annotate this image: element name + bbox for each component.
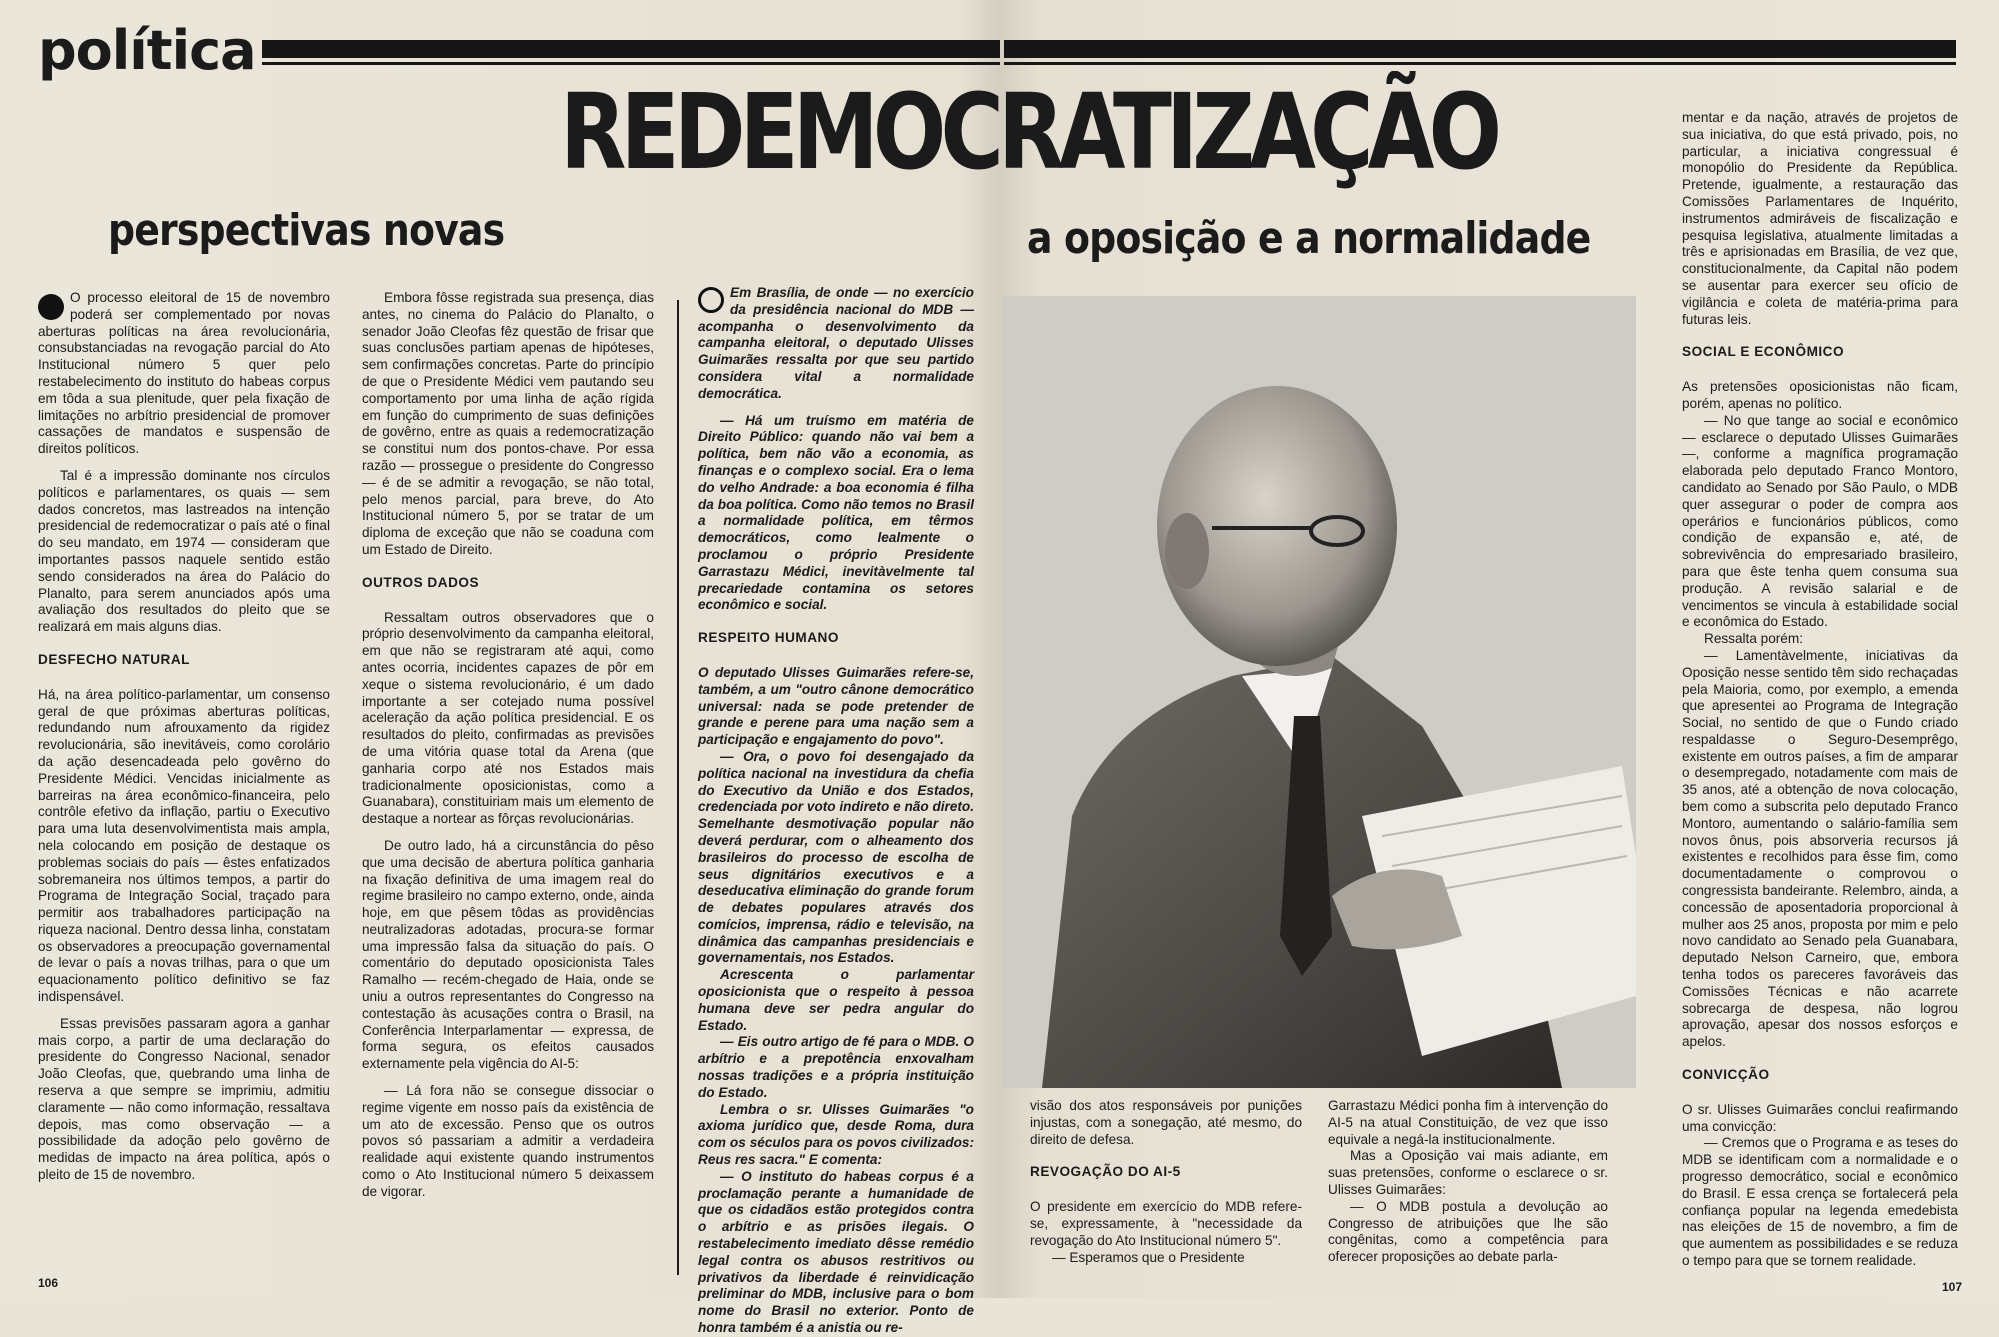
header-rule-left-thin	[262, 62, 1000, 65]
paragraph: Embora fôsse registrada sua presença, dias antes, no cinema do Palácio do Planalto, o senador João Cleofas fêz questão de frisar que suas conclusões partiam apenas de hipóteses, sem confirmações concretas. Parte do princípio de que o Presidente Médici vem pautando seu comportamento por uma linha de ação rígida em função do cumprimento de suas definições de govêrno, entre as quais a redemocratização se constitui num dos pontos-chave. Por essa razão — prossegue o presidente do Congresso — é de se admitir a revogação, se não total, pelo menos parcial, para breve, do Ato Institucional número 5, por se tratar de um diploma de exceção que não se coaduna com um Estado de Direito.	[362, 290, 654, 557]
paragraph: Essas previsões passaram agora a ganhar mais corpo, a partir de uma declaração do presidente do Congresso Nacional, senador João Cleofas, que, quebrando uma linha de reserva a que sempre se imprimiu, admitiu claramente — não como informação, ressaltava depois, mas como observação — a possibilidade da adoção pelo govêrno de medidas de impacto na área política, após o pleito de 15 de novembro.	[38, 1015, 330, 1183]
paragraph: O sr. Ulisses Guimarães conclui reafirmando uma convicção:	[1682, 1101, 1958, 1134]
bullet-dot-icon	[38, 294, 64, 320]
paragraph: — Ora, o povo foi desengajado da política nacional na investidura da chefia do Executivo da União e dos Estados, credenciada por voto indireto e não direto. Semelhante desmotivação popular não deverá perdurar, com o alheamento dos brasileiros do processo de escolha de seus dignitários executivos e a deseducativa eliminação do grande forum de debates populares através dos comícios, imprensa, rádio e televisão, na dinâmica das campanhas presidenciais e governamentais, nos Estados.	[698, 748, 974, 966]
paragraph: Garrastazu Médici ponha fim à intervenção do AI-5 na atual Constituição, de vez que isso equivale a negá-la institucionalmente.	[1328, 1098, 1608, 1147]
paragraph: Mas a Oposição vai mais adiante, em suas pretensões, conforme o esclarece o sr. Ulisses Guimarães:	[1328, 1148, 1608, 1197]
paragraph: Em Brasília, de onde — no exercício da presidência nacional do MDB — acompanha o desenvolvimento da campanha eleitoral, o deputado Ulisses Guimarães ressalta por que seu partido considera vital a normalidade democrática.	[698, 285, 974, 401]
paragraph: — Lamentàvelmente, iniciativas da Oposição nesse sentido têm sido rechaçadas pela Maioria, como, por exemplo, a emenda que apresentei ao Programa de Integração Social, no sentido de que o Fundo criado respaldasse o Seguro-Desemprêgo, existente em outros países, a fim de amparar o desempregado, notadamente com mais de 35 anos, até a obtenção de nova colocação, bem como a subscrita pelo deputado Franco Montoro, aumentando o salário-família sem novos ônus, pois absorveria recursos já existentes e recolhidos para êsse fim, como documentadamente o comprovou o congressista bandeirante. Relembro, ainda, a concessão de aposentadoria proporcional à mulher aos 25 anos, proposta por mim e pelo novo candidato ao Senado pela Guanabara, deputado Nelson Carneiro, que, embora tenha todos os pareceres favoráveis das Comissões Técnicas e não acarrete sobrecarga de despesa, não logrou aprovação, apesar dos nossos esforços e apelos.	[1682, 647, 1958, 1050]
paragraph: As pretensões oposicionistas não ficam, porém, apenas no político.	[1682, 379, 1958, 411]
left-subtitle: perspectivas novas	[108, 205, 505, 256]
portrait-photo	[1002, 296, 1636, 1088]
page-number-left: 106	[38, 1276, 59, 1290]
left-column-2	[362, 290, 654, 1275]
paragraph: mentar e da nação, através de projetos de sua iniciativa, do que está privado, pois, no particular, a iniciativa congressual é monopólio do Presidente da República. Pretende, igualmente, a restauração das Comissões Parlamentares de Inquérito, instrumentos admiráveis de fiscalização e pesquisa legislativa, atualmente limitadas a três e aprisionadas em Brasília, de vez que, constitucionalmente, da Capital não podem se ausentar para exercer seu ofício de vigilância e coleta de matéria-prima para futuras leis.	[1682, 110, 1958, 327]
right-column-3	[698, 285, 974, 1336]
right-column-5	[1328, 1098, 1608, 1283]
paragraph: Acrescenta o parlamentar oposicionista que o respeito à pessoa humana deve ser pedra angular do Estado.	[698, 967, 974, 1033]
paragraph: Lembra o sr. Ulisses Guimarães "o axioma jurídico que, desde Roma, dura com os séculos para os povos civilizados: Reus res sacra." E comenta:	[698, 1101, 974, 1168]
subhead-revogacao: REVOGAÇÃO DO AI-5	[1030, 1164, 1181, 1180]
subhead-respeito: RESPEITO HUMANO	[698, 630, 839, 646]
left-column-1	[38, 290, 330, 1275]
header-rule-left	[262, 40, 1000, 58]
header-rule-right	[1004, 40, 1956, 58]
paragraph: — Esperamos que o Presidente	[1052, 1249, 1245, 1265]
column-divider	[677, 300, 679, 1275]
subhead-desfecho: DESFECHO NATURAL	[38, 651, 190, 667]
paragraph: visão dos atos responsáveis por punições injustas, com a sonegação, até mesmo, do direito de defesa.	[1030, 1098, 1302, 1147]
paragraph: — Há um truísmo em matéria de Direito Público: quando não vai bem a política, bem não vão a economia, as finanças e o complexo social. Era o lema do velho Andrade: a boa economia é filha da boa política. Como não temos no Brasil a normalidade política, em têrmos democráticos, como lealmente o proclamou o próprio Presidente Garrastazu Médici, inevitàvelmente tal precariedade contamina os setores econômico e social.	[698, 412, 974, 613]
man-writing-photo	[1002, 296, 1636, 1088]
paragraph: O processo eleitoral de 15 de novembro poderá ser complementado por novas aberturas políticas na área revolucionária, consubstanciadas na revogação parcial do Ato Institucional número 5 quer pelo restabelecimento do instituto do habeas corpus em tôda a sua plenitude, quer pela fixação de limitações no arbítrio presidencial de promover cassações de mandatos e suspensão de direitos políticos.	[38, 290, 330, 457]
header-rule-right-thin	[1004, 62, 1956, 65]
paragraph: Ressalta porém:	[1704, 631, 1803, 647]
paragraph: Tal é a impressão dominante nos círculos políticos e parlamentares, os quais — sem dados concretos, mas lastreados na intenção presidencial de redemocratizar o país até o final do seu mandato, em 1974 — consideram que importantes passos naquele sentido estão sendo considerados na área do Palácio do Planalto, para serem anunciados após uma avaliação dos resultados do pleito que se realizará em mais alguns dias.	[38, 467, 330, 635]
paragraph: — O MDB postula a devolução ao Congresso de atribuições que lhe são congênitas, como a competência para oferecer proposições ao debate parla-	[1328, 1198, 1608, 1265]
headline: REDEMOCRATIZAÇÃO	[560, 71, 1497, 193]
page-number-right: 107	[1942, 1280, 1963, 1294]
paragraph: — Cremos que o Programa e as teses do MDB se identificam com a normalidade e o progresso democrático, social e econômico do Brasil. E essa crença se fortalecerá pela confiança popular na legenda emedebista nas eleições de 15 de novembro, a fim de que aumentem as possibilidades e se reduza o tempo para que se tornem realidade.	[1682, 1135, 1958, 1268]
paragraph: — O instituto do habeas corpus é a proclamação perante a humanidade de que os cidadãos estão protegidos contra o arbítrio e as prisões ilegais. O restabelecimento imediato dêsse remédio legal contra os abusos restritivos ou privativos da liberdade é reinvidicação preliminar do MDB, inclusive para o bom nome do Brasil no exterior. Ponto de honra também é a anistia ou re-	[698, 1168, 974, 1336]
paragraph: — No que tange ao social e econômico — esclarece o deputado Ulisses Guimarães —, conforme a magnífica programação elaborada pelo deputado Franco Montoro, candidato ao Senado por São Paulo, o MDB quer assegurar o poder de compra aos operários e funcionários públicos, como condição de expansão e, até, de sobrevivência do empresariado brasileiro, para que êste tenha quem consuma sua produção. A revisão salarial e de vencimentos se vincula à estabilidade social e econômica do Estado.	[1682, 412, 1958, 630]
bullet-ring-icon	[698, 287, 724, 313]
paragraph: De outro lado, há a circunstância do pêso que uma decisão de abertura política ganharia na fixação definitiva de uma imagem real do regime brasileiro no campo externo, onde, ainda hoje, em que pêsem tôdas as providências neutralizadoras adotadas, procura-se formar uma impressão falsa da situação do país. O comentário do deputado oposicionista Tales Ramalho — recém-chegado de Haia, onde se uniu a outros representantes do Congresso na contestação às acusações contra o Brasil, na Conferência Interparlamentar — expressa, de forma segura, os efeitos causados externamente pela vigência do AI-5:	[362, 837, 654, 1072]
paragraph: O deputado Ulisses Guimarães refere-se, também, a um "outro cânone democrático universal: nada se pode pretender de grande e perene para uma nação sem a participação e engajamento do povo".	[698, 664, 974, 748]
subhead-outros-dados: OUTROS DADOS	[362, 574, 480, 590]
subhead-social: SOCIAL E ECONÔMICO	[1682, 344, 1845, 360]
right-column-6	[1682, 110, 1958, 1278]
subhead-conviccao: CONVICÇÃO	[1682, 1067, 1770, 1083]
paragraph: Ressaltam outros observadores que o próprio desenvolvimento da campanha eleitoral, em que não se registraram até aqui, como antes ocorria, incidentes capazes de pôr em xeque o sistema revolucionário, é um dado importante a ser cotejado numa possível aceleração da ação política presidencial. E os resultados do pleito, confirmadas as previsões de uma vitória quase total da Arena (que ganharia corpo até nos Estados mais tradicionalmente oposicionistas, como a Guanabara), constituiriam mais um elemento de destaque a nortear as fôrças revolucionárias.	[362, 609, 654, 827]
paragraph: — Eis outro artigo de fé para o MDB. O arbítrio e a prepotência enxovalham nossas tradições e a própria instituição do Estado.	[698, 1034, 974, 1100]
paragraph: Há, na área político-parlamentar, um consenso geral de que próximas aberturas políticas, redundando num afrouxamento da rigidez revolucionária, são inevitáveis, como corolário da ação desencadeada pelo govêrno do Presidente Médici. Vencidas inicialmente as barreiras na área econômico-financeira, pelo contrôle efetivo da inflação, partiu o Executivo para uma luta desenvolvimentista mais ampla, nela colocando em posição de destaque os problemas sociais do país — êstes enfatizados sobremaneira nos últimos tempos, a partir do Programa de Integração Social, traçado para permitir aos trabalhadores participação na riqueza nacional. Dentro dessa linha, constatam os observadores a preocupação governamental de levar o país a novas trilhas, para o que um equacionamento político definitivo se faz indispensável.	[38, 686, 330, 1005]
right-column-4	[1030, 1098, 1302, 1283]
section-title: política	[38, 19, 256, 82]
paragraph: O presidente em exercício do MDB refere-se, expressamente, à "necessidade da revogação do Ato Institucional número 5".	[1030, 1199, 1302, 1248]
right-subtitle: a oposição e a normalidade	[1027, 213, 1591, 264]
paragraph: — Lá fora não se consegue dissociar o regime vigente em nosso país da existência de um ato de excessão. Penso que os outros povos só passariam a admitir a verdadeira realidade aqui existente quando instrumentos como o Ato Institucional número 5 deixassem de vigorar.	[362, 1083, 654, 1199]
